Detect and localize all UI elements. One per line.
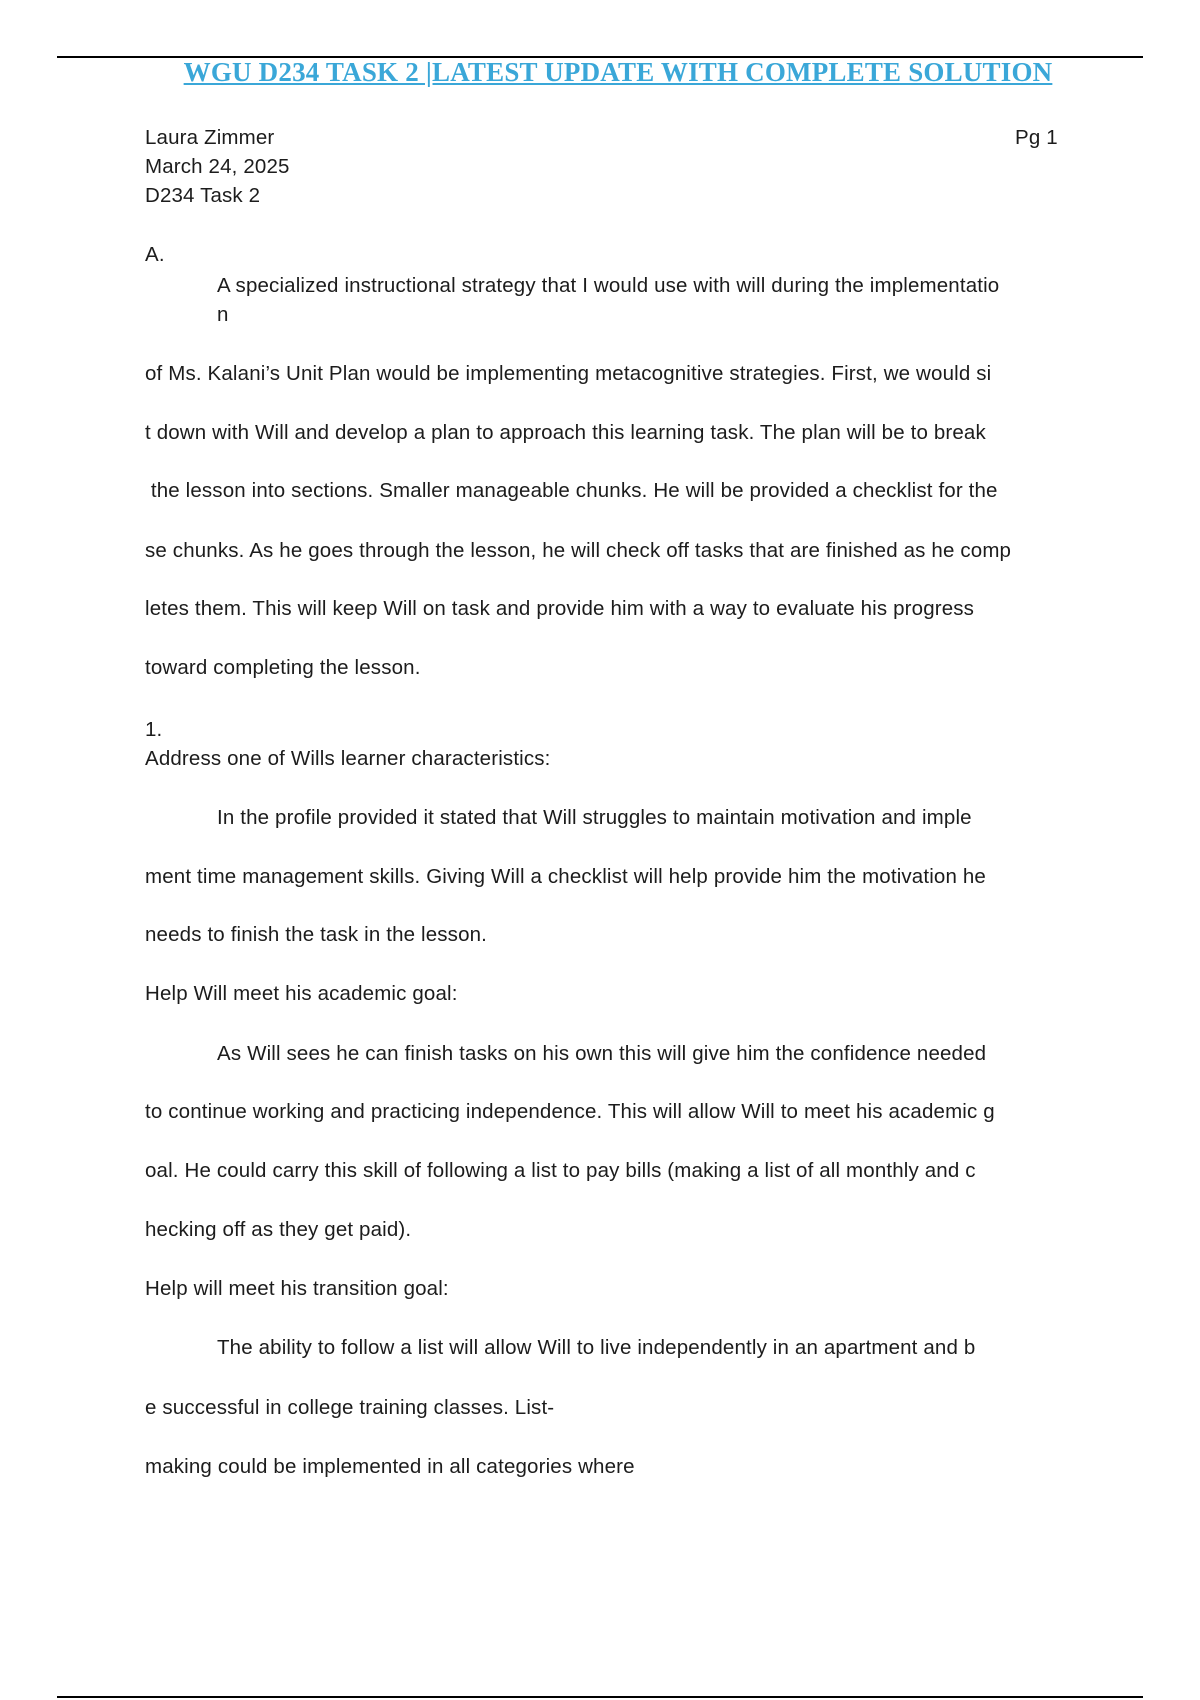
paragraph-line: to continue working and practicing independence. This will allow Will to meet his academic g xyxy=(145,1100,995,1123)
paragraph-line: The ability to follow a list will allow Will to live independently in an apartment and b xyxy=(217,1336,976,1359)
paragraph-line: As Will sees he can finish tasks on his own this will give him the confidence needed xyxy=(217,1042,987,1065)
footer-rule xyxy=(57,1696,1143,1698)
page-number: Pg 1 xyxy=(1015,126,1058,149)
paragraph-line: t down with Will and develop a plan to approach this learning task. The plan will be to break xyxy=(145,421,986,444)
learner-characteristics-heading: Address one of Wills learner characteristics: xyxy=(145,747,551,770)
paragraph-line: hecking off as they get paid). xyxy=(145,1218,412,1241)
paragraph-line: letes them. This will keep Will on task and provide him with a way to evaluate his progress xyxy=(145,597,975,620)
author-name: Laura Zimmer xyxy=(145,126,275,149)
paragraph-line: making could be implemented in all categories where xyxy=(145,1455,635,1478)
section-a-label: A. xyxy=(145,243,165,266)
paragraph-line: oal. He could carry this skill of following a list to pay bills (making a list of all monthly and c xyxy=(145,1159,976,1182)
paragraph-line: toward completing the lesson. xyxy=(145,656,421,679)
paragraph-line: n xyxy=(217,303,229,326)
paragraph-line: In the profile provided it stated that Will struggles to maintain motivation and imple xyxy=(217,806,972,829)
paragraph-line: se chunks. As he goes through the lesson, he will check off tasks that are finished as he comp xyxy=(145,539,1012,562)
assignment-name: D234 Task 2 xyxy=(145,184,261,207)
paragraph-line: of Ms. Kalani’s Unit Plan would be implementing metacognitive strategies. First, we would si xyxy=(145,362,992,385)
document-title[interactable]: WGU D234 TASK 2 |LATEST UPDATE WITH COMPLETE SOLUTION xyxy=(183,57,1053,87)
paragraph-line: ment time management skills. Giving Will a checklist will help provide him the motivation he xyxy=(145,865,986,888)
paragraph-line: needs to finish the task in the lesson. xyxy=(145,923,488,946)
paragraph-line: the lesson into sections. Smaller manageable chunks. He will be provided a checklist for the xyxy=(145,479,998,502)
section-1-label: 1. xyxy=(145,718,163,741)
paragraph-line: A specialized instructional strategy that I would use with will during the implementatio xyxy=(217,274,1000,297)
document-date: March 24, 2025 xyxy=(145,155,290,178)
academic-goal-heading: Help Will meet his academic goal: xyxy=(145,982,458,1005)
transition-goal-heading: Help will meet his transition goal: xyxy=(145,1277,449,1300)
paragraph-line: e successful in college training classes. List- xyxy=(145,1396,555,1419)
